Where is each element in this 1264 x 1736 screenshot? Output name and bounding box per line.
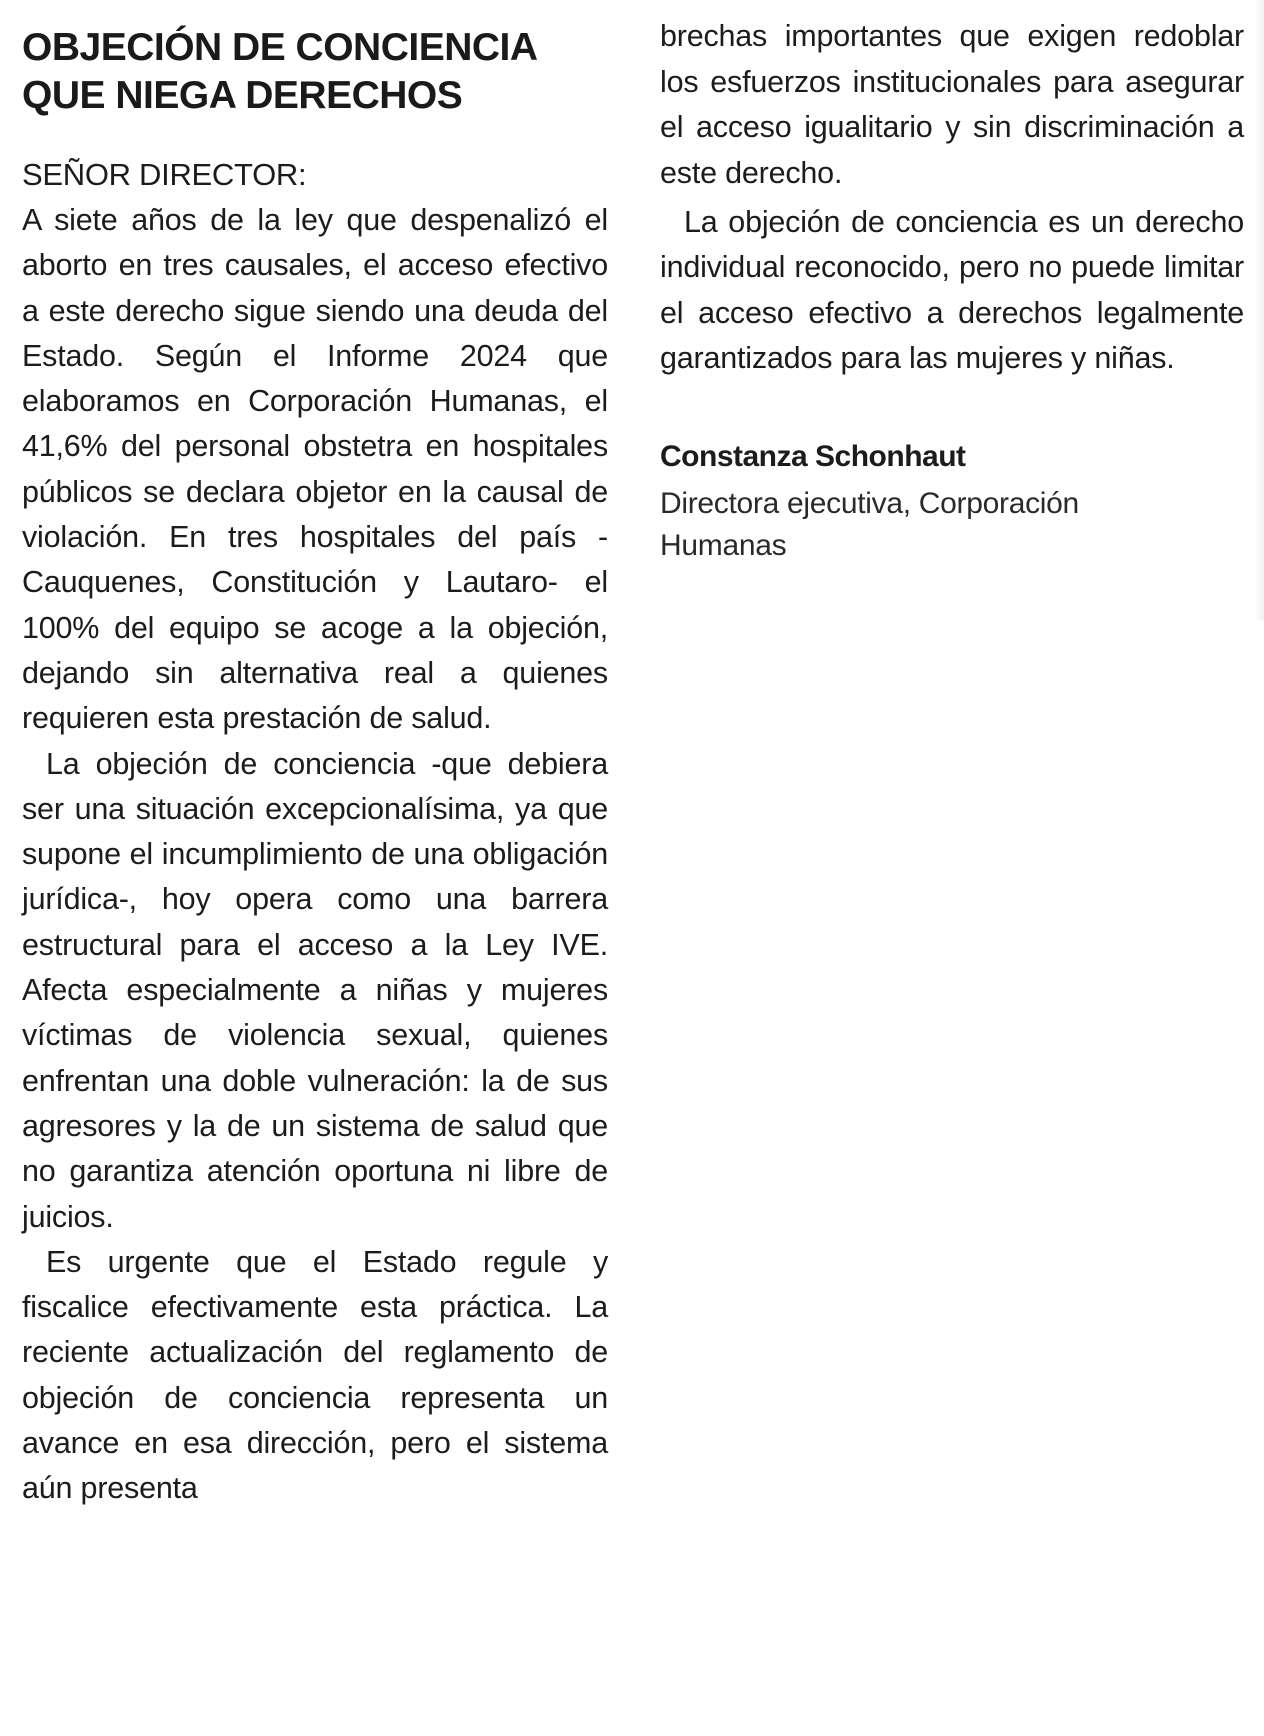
signature-role-line-2: Humanas	[660, 529, 787, 563]
right-column	[660, 14, 1244, 567]
paragraph-4: La objeción de conciencia es un derecho individual reconocido, pero no puede limitar el acceso efectivo a derechos legalmente garantizados para las mujeres y niñas.	[660, 205, 1244, 375]
paragraph-1: A siete años de la ley que despenalizó el aborto en tres causales, el acceso efectivo a este derecho sigue siendo una deuda del Estado. Según el Informe 2024 que elaboramos en Corporación Humanas, el 41,6% del personal obstetra en hospitales públicos se declara objetor en la causal de violación. En tres hospitales del país -Cauquenes, Constitución y Lautaro- el 100% del equipo se acoge a la objeción, dejando sin alternativa real a quienes requieren esta prestación de salud.	[22, 203, 608, 736]
headline-line-1: OBJECIÓN DE CONCIENCIA	[22, 26, 538, 69]
signature-block	[660, 437, 1244, 567]
left-column	[22, 24, 608, 1512]
page-edge-shadow	[1254, 0, 1264, 620]
headline	[22, 24, 608, 120]
salutation: SEÑOR DIRECTOR:	[22, 157, 307, 192]
signature-role-line-1: Directora ejecutiva, Corporación	[660, 487, 1079, 521]
paragraph-2: La objeción de conciencia -que debiera ser una situación excepcionalísima, ya que supone el incumplimiento de una obligación jurídica-, hoy opera como una barrera estructural para el acceso a la Ley IVE. Afecta especialmente a niñas y mujeres víctimas de violencia sexual, quienes enfrentan una doble vulneración: la de sus agresores y la de un sistema de salud que no garantiza atención oportuna ni libre de juicios.	[22, 746, 608, 1234]
headline-line-2: QUE NIEGA DERECHOS	[22, 74, 463, 117]
signature-name: Constanza Schonhaut	[660, 440, 966, 474]
paragraph-3: Es urgente que el Estado regule y fiscalice efectivamente esta práctica. La reciente actualización del reglamento de objeción de conciencia representa un avance en esa dirección, pero el sistema aún presenta	[22, 1244, 608, 1506]
paragraph-3-continued: brechas importantes que exigen redoblar los esfuerzos institucionales para asegurar el acceso igualitario y sin discriminación a este derecho.	[660, 19, 1244, 190]
